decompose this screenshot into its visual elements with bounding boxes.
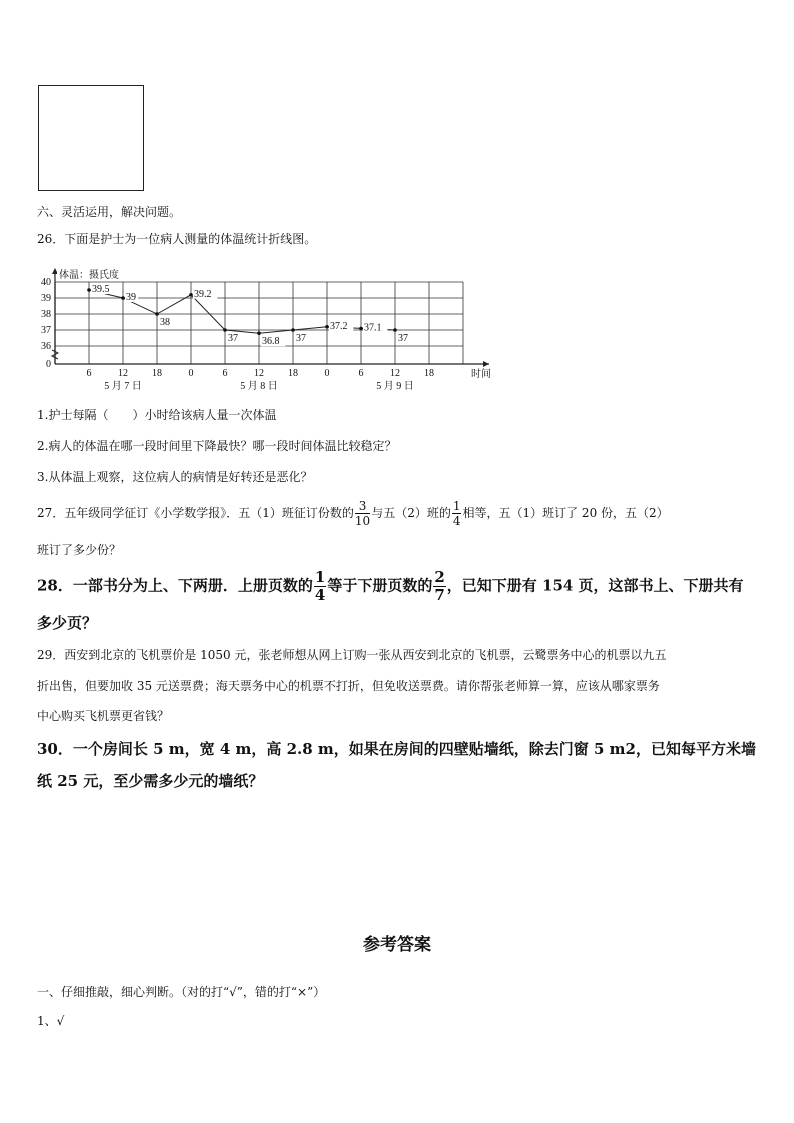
data-point: [121, 296, 125, 300]
data-label: 39.5: [92, 284, 110, 295]
y-tick-label: 36: [41, 341, 51, 352]
data-point: [87, 288, 91, 292]
y-axis-label: 体温：摄氏度: [59, 270, 119, 281]
fraction-denominator: 7: [434, 586, 445, 604]
x-axis-label: 时间: [471, 369, 491, 380]
x-tick-label: 6: [86, 368, 92, 379]
fraction-numerator: 1: [452, 499, 461, 513]
question-29-line-3: 中心购买飞机票更省钱？: [37, 709, 170, 723]
question-28-line-2: 多少页？: [37, 614, 98, 632]
fraction-denominator: 10: [354, 514, 371, 528]
fraction-numerator: 2: [434, 568, 445, 586]
data-label: 37.1: [364, 322, 382, 334]
x-tick-label: 0: [188, 368, 194, 379]
question-29-line-1: 29．西安到北京的飞机票价是 1050 元，张老师想从网上订购一张从西安到北京的飞机票，云鹭票务中心的机票以九五: [37, 648, 667, 662]
data-point: [223, 328, 227, 332]
x-tick-label: 12: [254, 368, 264, 379]
data-label: 36.8: [262, 336, 280, 348]
fraction-denominator: 4: [314, 586, 326, 604]
question-28-part-3: ，已知下册有 154 页，这部书上、下册共有: [446, 576, 744, 595]
question-26-sub-1: 1.护士每隔（ ）小时给该病人量一次体温: [37, 408, 277, 422]
axis-break-mark: [52, 350, 58, 359]
fraction-1-4: [314, 570, 326, 603]
question-28-part-1: 28．一部书分为上、下两册．上册页数的: [37, 576, 313, 595]
question-28-line-1: [37, 570, 744, 603]
x-tick-label: 6: [222, 368, 228, 379]
question-27-line-2: 班订了多少份？: [37, 543, 122, 557]
fraction-3-10: [355, 500, 370, 527]
fraction-1-4: [452, 500, 462, 527]
data-point: [393, 328, 397, 332]
x-tick-label: 12: [390, 368, 400, 379]
day-label: 5 月 8 日: [240, 381, 278, 392]
question-26-stem: 26．下面是护士为一位病人测量的体温统计折线图。: [37, 232, 317, 246]
x-tick-label: 6: [358, 368, 364, 379]
blank-image-box: [38, 85, 144, 191]
x-tick-label: 12: [118, 368, 128, 379]
data-point: [359, 327, 363, 331]
y-tick-label: 0: [46, 359, 51, 370]
y-tick-label: 40: [41, 277, 51, 288]
data-label: 37: [296, 333, 306, 344]
data-point: [291, 328, 295, 332]
data-point: [257, 331, 261, 335]
question-26-sub-3: 3.从体温上观察，这位病人的病情是好转还是恶化？: [37, 470, 313, 484]
day-label: 5 月 7 日: [104, 381, 142, 392]
question-27-part-2: 与五（2）班的: [371, 506, 451, 520]
question-28-part-2: 等于下册页数的: [327, 576, 433, 595]
temperature-line-chart: [30, 262, 491, 392]
question-29-line-2: 折出售，但要加收 35 元送票费；海天票务中心的机票不打折，但免收送票费。请你帮张老师算一算，应该从哪家票务: [37, 679, 660, 693]
question-30-line-1: 30．一个房间长 5 m，宽 4 m，高 2.8 m，如果在房间的四壁贴墙纸，除去门窗 5 m2，已知每平方米墙: [37, 740, 756, 758]
y-tick-label: 39: [41, 293, 51, 304]
section-6-heading: 六、灵活运用，解决问题。: [37, 205, 182, 219]
question-26-sub-2: 2.病人的体温在哪一段时间里下降最快？哪一段时间体温比较稳定？: [37, 439, 397, 453]
question-30-line-2: 纸 25 元，至少需多少元的墙纸？: [37, 772, 264, 790]
fraction-denominator: 4: [452, 514, 461, 528]
fraction-numerator: 1: [314, 568, 326, 586]
question-27-part-3: 相等，五（1）班订了 20 份，五（2）: [462, 506, 669, 520]
data-label: 37: [398, 333, 408, 344]
question-27-line-1: [37, 500, 669, 527]
y-tick-label: 37: [41, 325, 51, 336]
data-label: 37: [228, 333, 238, 344]
x-tick-label: 18: [288, 368, 298, 379]
data-label: 39: [126, 292, 136, 303]
question-27-part-1: 27．五年级同学征订《小学数学报》．五（1）班征订份数的: [37, 506, 354, 520]
answers-title: 参考答案: [363, 935, 431, 955]
x-tick-label: 18: [152, 368, 162, 379]
data-point: [155, 312, 159, 316]
fraction-numerator: 3: [355, 500, 370, 514]
answer-item-1: 1、√: [37, 1014, 65, 1028]
data-point: [189, 293, 193, 297]
fraction-2-7: [433, 570, 445, 603]
data-point: [325, 325, 329, 329]
data-label: 39.2: [194, 288, 212, 300]
x-tick-label: 0: [324, 368, 330, 379]
day-label: 5 月 9 日: [376, 381, 414, 392]
data-label: 38: [160, 317, 170, 328]
answers-section-1-heading: 一、仔细推敲，细心判断。（对的打“√”，错的打“×”）: [37, 985, 326, 999]
y-tick-label: 38: [41, 309, 51, 320]
chart-svg: [30, 262, 491, 392]
data-label: 37.2: [330, 320, 348, 332]
x-tick-label: 18: [424, 368, 434, 379]
x-axis-arrow: [483, 361, 489, 367]
